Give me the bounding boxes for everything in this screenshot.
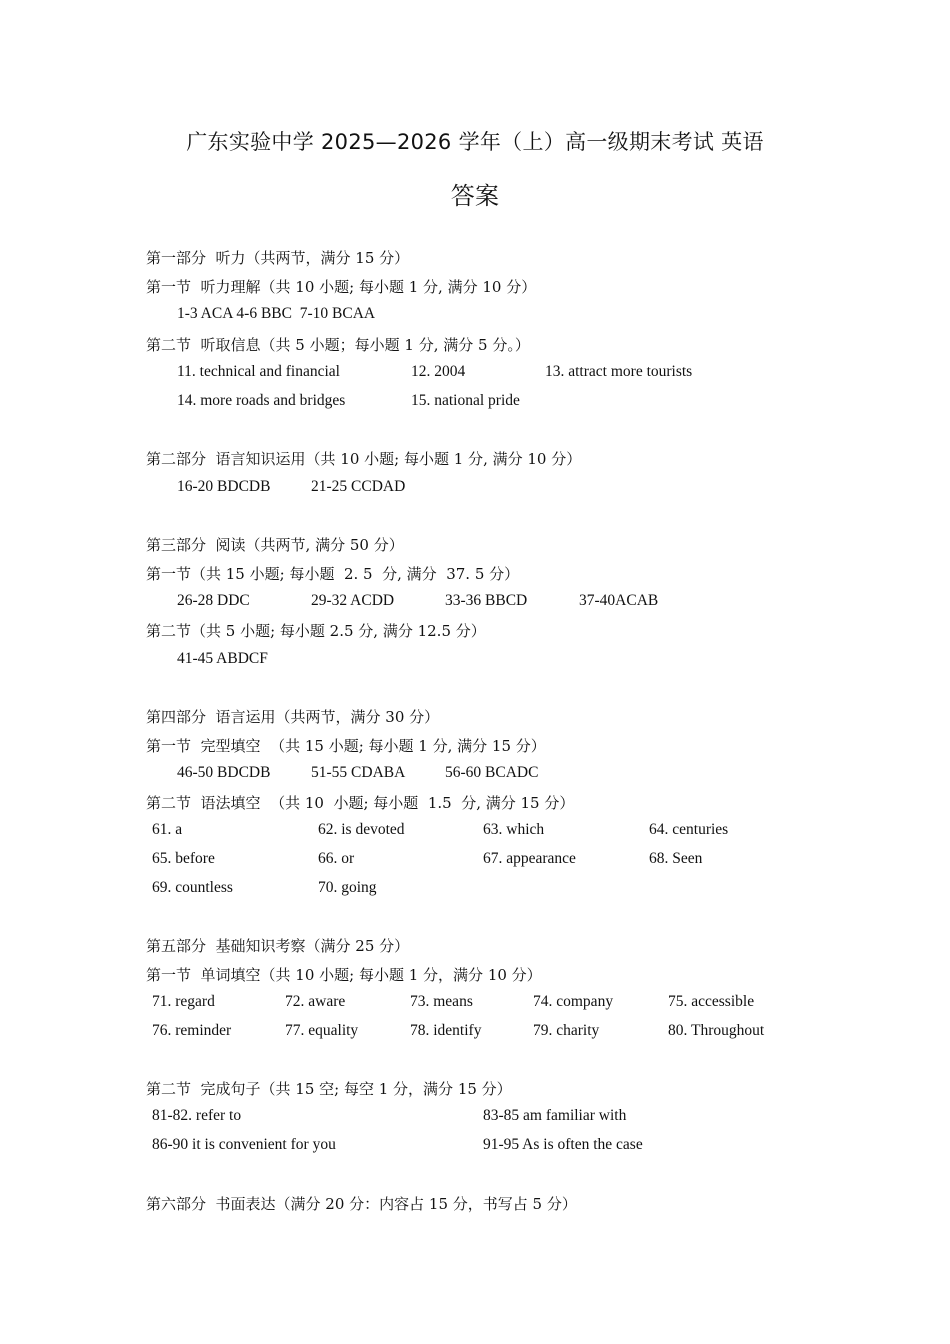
answer-item: 74. company [533,993,614,1010]
answer-item: 70. going [318,879,377,896]
part5-section1-heading: 第一节 单词填空（共 10 小题; 每小题 1 分，满分 10 分） [146,966,542,984]
document-subtitle: 答案 [450,182,500,210]
answer-item: 80. Throughout [668,1022,765,1039]
answer-item: 68. Seen [649,850,703,867]
part4-section1-heading: 第一节 完型填空 （共 15 小题; 每小题 1 分, 满分 15 分） [146,737,546,755]
document-title: 广东实验中学 2025—2026 学年（上）高一级期末考试 英语 [186,130,764,154]
part2-heading: 第二部分 语言知识运用（共 10 小题; 每小题 1 分, 满分 10 分） [146,450,582,468]
part1-section1-heading: 第一节 听力理解（共 10 小题; 每小题 1 分, 满分 10 分） [146,278,537,296]
answer-item: 33-36 BBCD [445,592,528,609]
part1-section1-answers: 1-3 ACA 4-6 BBC 7-10 BCAA [177,305,376,322]
part5-heading: 第五部分 基础知识考察（满分 25 分） [146,937,410,955]
answer-item: 73. means [410,993,473,1010]
answer-item: 66. or [318,850,355,867]
answer-item: 63. which [483,821,545,838]
answer-item: 62. is devoted [318,821,405,838]
answer-item: 72. aware [285,993,346,1010]
answer-item: 13. attract more tourists [545,363,693,380]
answer-item: 61. a [152,821,183,838]
answer-item: 46-50 BDCDB [177,764,271,781]
answer-item: 67. appearance [483,850,576,867]
answer-item: 15. national pride [411,392,520,409]
part3-section2-heading: 第二节（共 5 小题; 每小题 2.5 分, 满分 12.5 分） [146,622,486,640]
answer-item: 29-32 ACDD [311,592,395,609]
answer-item: 64. centuries [649,821,729,838]
answer-item: 37-40ACAB [579,592,659,609]
answer-item: 41-45 ABDCF [177,650,268,667]
answer-item: 69. countless [152,879,233,896]
part1-heading: 第一部分 听力（共两节，满分 15 分） [146,249,410,267]
answer-item: 51-55 CDABA [311,764,406,781]
answer-item: 77. equality [285,1022,359,1039]
answer-item: 14. more roads and bridges [177,392,346,409]
answer-item: 91-95 As is often the case [483,1136,643,1153]
answer-item: 16-20 BDCDB [177,478,271,495]
answer-item: 79. charity [533,1022,600,1039]
part3-heading: 第三部分 阅读（共两节, 满分 50 分） [146,536,404,554]
answer-item: 71. regard [152,993,215,1010]
part3-section1-heading: 第一节（共 15 小题; 每小题 2. 5 分, 满分 37. 5 分） [146,565,520,583]
answer-item: 56-60 BCADC [445,764,539,781]
answer-item: 81-82. refer to [152,1107,242,1124]
answer-item: 21-25 CCDAD [311,478,406,495]
answer-item: 65. before [152,850,215,867]
part5-section2-heading: 第二节 完成句子（共 15 空; 每空 1 分，满分 15 分） [146,1080,512,1098]
answer-item: 26-28 DDC [177,592,250,609]
answer-item: 76. reminder [152,1022,232,1039]
answer-item: 86-90 it is convenient for you [152,1136,336,1153]
answer-item: 78. identify [410,1022,482,1039]
answer-item: 12. 2004 [411,363,466,380]
answer-item: 75. accessible [668,993,755,1010]
part4-section2-heading: 第二节 语法填空 （共 10 小题; 每小题 1.5 分, 满分 15 分） [146,794,575,812]
part4-heading: 第四部分 语言运用（共两节，满分 30 分） [146,708,440,726]
part6-heading: 第六部分 书面表达（满分 20 分：内容占 15 分，书写占 5 分） [146,1195,577,1213]
answer-item: 11. technical and financial [177,363,340,380]
part1-section2-heading: 第二节 听取信息（共 5 小题；每小题 1 分, 满分 5 分。） [146,336,530,354]
answer-item: 83-85 am familiar with [483,1107,627,1124]
